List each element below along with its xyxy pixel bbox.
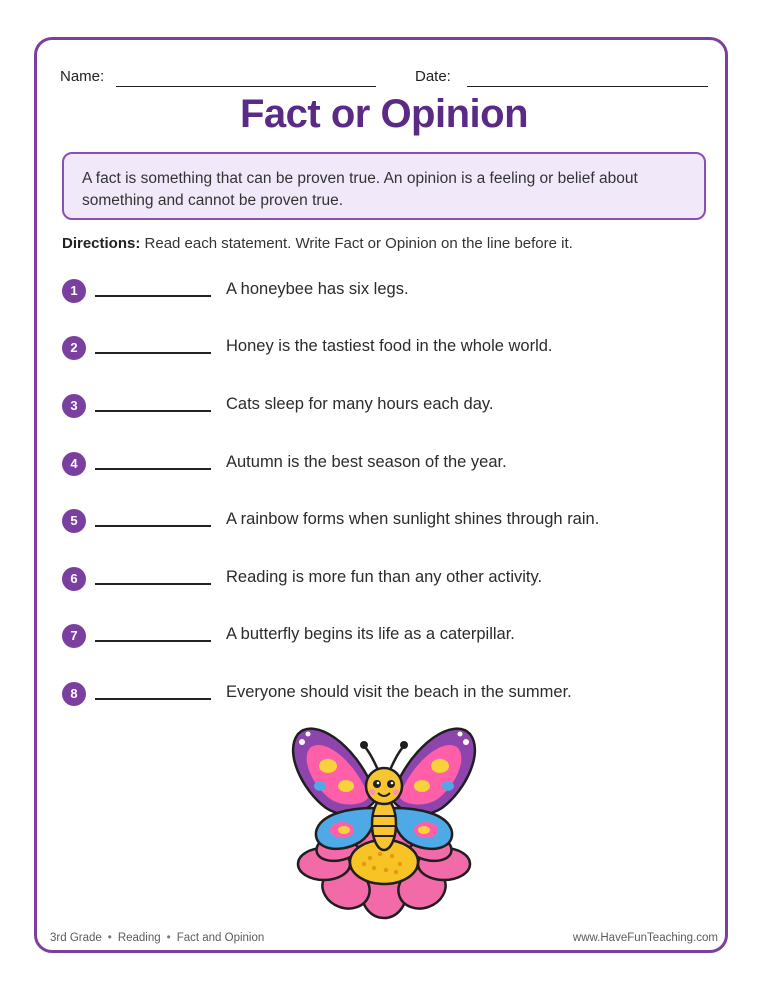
list-item xyxy=(62,567,682,593)
bullet-icon: • xyxy=(166,932,171,944)
item-number: 6 xyxy=(62,567,86,591)
footer-site[interactable]: www.HaveFunTeaching.com xyxy=(572,932,718,944)
answer-line[interactable] xyxy=(95,640,211,642)
butterfly-on-flower-icon xyxy=(284,712,484,922)
item-number: 5 xyxy=(62,509,86,533)
definition-box xyxy=(62,152,706,220)
list-item xyxy=(62,336,682,362)
item-number: 7 xyxy=(62,624,86,648)
bullet-icon: • xyxy=(107,932,112,944)
statement: A rainbow forms when sunlight shines through rain. xyxy=(226,510,600,528)
list-item xyxy=(62,452,682,478)
directions-label: Directions: xyxy=(62,235,141,252)
statement: A honeybee has six legs. xyxy=(226,280,409,298)
footer-topic: Fact and Opinion xyxy=(176,932,265,944)
answer-line[interactable] xyxy=(95,352,211,354)
answer-line[interactable] xyxy=(95,468,211,470)
item-number: 2 xyxy=(62,336,86,360)
answer-line[interactable] xyxy=(95,295,211,297)
list-item xyxy=(62,394,682,420)
item-number: 4 xyxy=(62,452,86,476)
answer-line[interactable] xyxy=(95,525,211,527)
statement: Cats sleep for many hours each day. xyxy=(226,395,494,413)
item-number: 8 xyxy=(62,682,86,706)
statement: A butterfly begins its life as a caterpillar. xyxy=(226,625,515,643)
footer-tags xyxy=(50,932,264,944)
statement: Autumn is the best season of the year. xyxy=(226,453,507,471)
footer-subject: Reading xyxy=(117,932,161,944)
date-label: Date: xyxy=(415,68,451,85)
answer-line[interactable] xyxy=(95,410,211,412)
item-number: 1 xyxy=(62,279,86,303)
item-number: 3 xyxy=(62,394,86,418)
statement: Everyone should visit the beach in the summer. xyxy=(226,683,572,701)
date-line[interactable] xyxy=(467,86,708,87)
answer-line[interactable] xyxy=(95,583,211,585)
directions-text: Read each statement. Write Fact or Opinion on the line before it. xyxy=(140,235,573,252)
answer-line[interactable] xyxy=(95,698,211,700)
list-item xyxy=(62,624,682,650)
definition-text: A fact is something that can be proven true. An opinion is a feeling or belief about something and cannot be proven true. xyxy=(82,170,638,209)
list-item xyxy=(62,279,682,305)
list-item xyxy=(62,509,682,535)
name-line[interactable] xyxy=(116,86,376,87)
statement: Honey is the tastiest food in the whole world. xyxy=(226,337,553,355)
page-title: Fact or Opinion xyxy=(239,92,529,136)
statement: Reading is more fun than any other activity. xyxy=(226,568,543,586)
list-item xyxy=(62,682,682,708)
name-label: Name: xyxy=(60,68,105,85)
directions xyxy=(62,235,573,252)
footer-grade: 3rd Grade xyxy=(50,932,102,944)
